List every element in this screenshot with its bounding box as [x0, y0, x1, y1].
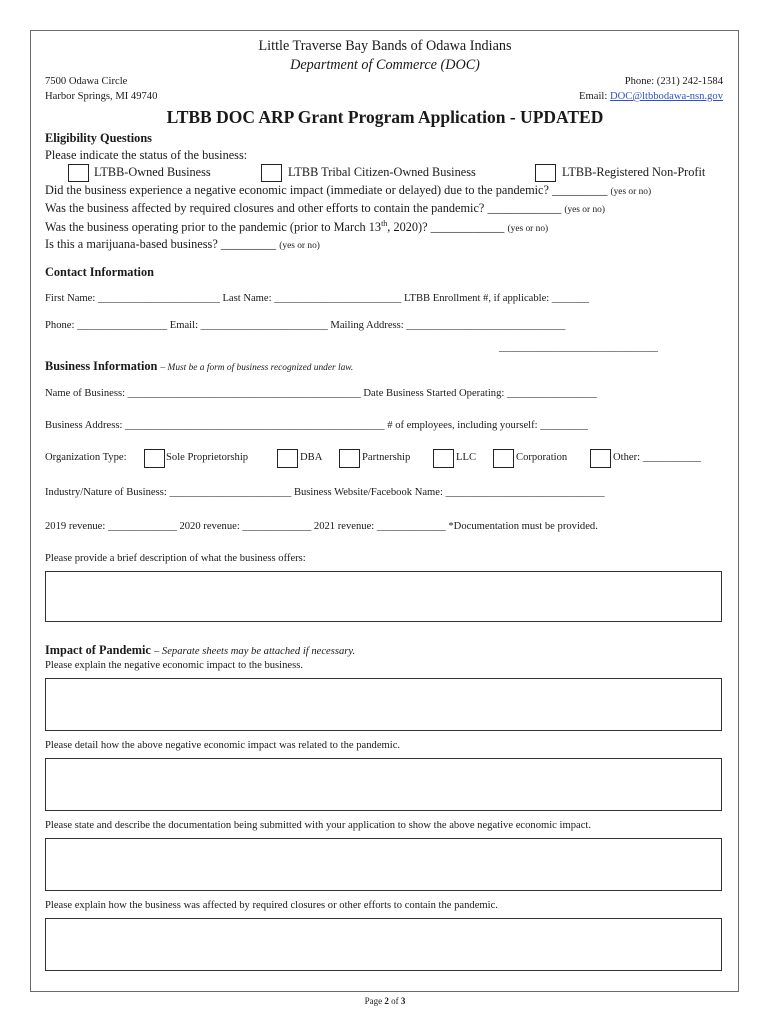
impact-textbox-1[interactable] [45, 678, 722, 731]
option-ltbb-owned: LTBB-Owned Business [94, 165, 211, 179]
impact-question-4: Please explain how the business was affected by required closures or other efforts to contain the pandemic. [45, 900, 498, 911]
eligibility-heading: Eligibility Questions [45, 131, 152, 145]
question-negative-impact: Did the business experience a negative economic impact (immediate or delayed) due to the pandemic? _________ (yes or no) [45, 183, 652, 197]
mailing-address-line-2[interactable]: ______________________________ [499, 342, 658, 353]
department-name: Department of Commerce (DOC) [290, 57, 480, 73]
org-type-partnership: Partnership [362, 452, 411, 463]
industry-row[interactable]: Industry/Nature of Business: _______________________ Business Website/Facebook Name: ______________________________ [45, 487, 605, 498]
option-non-profit: LTBB-Registered Non-Profit [562, 165, 706, 179]
option-citizen-owned: LTBB Tribal Citizen-Owned Business [288, 165, 476, 179]
page-number: Page 2 of 3 [364, 996, 406, 1006]
email-line [579, 91, 723, 102]
checkbox-other[interactable] [590, 449, 611, 468]
impact-question-2: Please detail how the above negative economic impact was related to the pandemic. [45, 740, 401, 751]
checkbox-non-profit[interactable] [535, 164, 556, 182]
email-link[interactable]: DOC@ltbbodawa-nsn.gov [609, 91, 723, 102]
org-name: Little Traverse Bay Bands of Odawa Indians [258, 38, 512, 54]
page-title: LTBB DOC ARP Grant Program Application - UPDATED [166, 107, 604, 127]
impact-heading: Impact of Pandemic – Separate sheets may be attached if necessary. [45, 643, 356, 657]
org-type-other[interactable]: Other: ___________ [613, 452, 701, 463]
checkbox-sole-proprietorship[interactable] [144, 449, 165, 468]
status-prompt: Please indicate the status of the business: [45, 148, 248, 162]
org-type-sole-proprietorship: Sole Proprietorship [166, 452, 249, 463]
impact-textbox-3[interactable] [45, 838, 722, 891]
description-textbox[interactable] [45, 571, 722, 622]
checkbox-llc[interactable] [433, 449, 454, 468]
email-label: Email: [579, 91, 610, 102]
checkbox-citizen-owned[interactable] [261, 164, 282, 182]
checkbox-corporation[interactable] [493, 449, 514, 468]
description-prompt: Please provide a brief description of what the business offers: [45, 553, 306, 564]
org-type-label: Organization Type: [45, 452, 127, 463]
business-heading: Business Information – Must be a form of business recognized under law. [45, 359, 354, 373]
contact-row-names[interactable]: First Name: _______________________ Last Name: ________________________ LTBB Enrollment #, if applicable: _______ [45, 293, 589, 304]
impact-question-1: Please explain the negative economic impact to the business. [45, 660, 304, 671]
business-address-row[interactable]: Business Address: _________________________________________________ # of employees, including yourself: _________ [45, 420, 588, 431]
checkbox-dba[interactable] [277, 449, 298, 468]
business-name-row[interactable]: Name of Business: ____________________________________________ Date Business Started Operating: _________________ [45, 388, 598, 399]
org-type-corporation: Corporation [516, 452, 568, 463]
checkbox-partnership[interactable] [339, 449, 360, 468]
impact-question-3: Please state and describe the documentation being submitted with your application to show the above negative economic impact. [45, 820, 592, 831]
question-closures: Was the business affected by required closures and other efforts to contain the pandemic? ____________ (yes or no) [45, 201, 605, 215]
revenue-row[interactable]: 2019 revenue: _____________ 2020 revenue: _____________ 2021 revenue: _____________ *Documentation must be provided. [45, 521, 598, 532]
impact-textbox-2[interactable] [45, 758, 722, 811]
contact-heading: Contact Information [45, 265, 154, 279]
phone-number: Phone: (231) 242-1584 [624, 76, 723, 87]
org-type-dba: DBA [300, 452, 323, 463]
address-line-1: 7500 Odawa Circle [45, 76, 128, 87]
contact-row-phone-email[interactable]: Phone: _________________ Email: ________________________ Mailing Address: ______________________________ [45, 320, 566, 331]
checkbox-ltbb-owned[interactable] [68, 164, 89, 182]
org-type-llc: LLC [456, 452, 477, 463]
impact-textbox-4[interactable] [45, 918, 722, 971]
question-marijuana: Is this a marijuana-based business? _________ (yes or no) [45, 237, 320, 251]
address-line-2: Harbor Springs, MI 49740 [45, 91, 158, 102]
question-operating-prior: Was the business operating prior to the pandemic (prior to March 13th, 2020)? ____________ (yes or no) [45, 219, 549, 235]
